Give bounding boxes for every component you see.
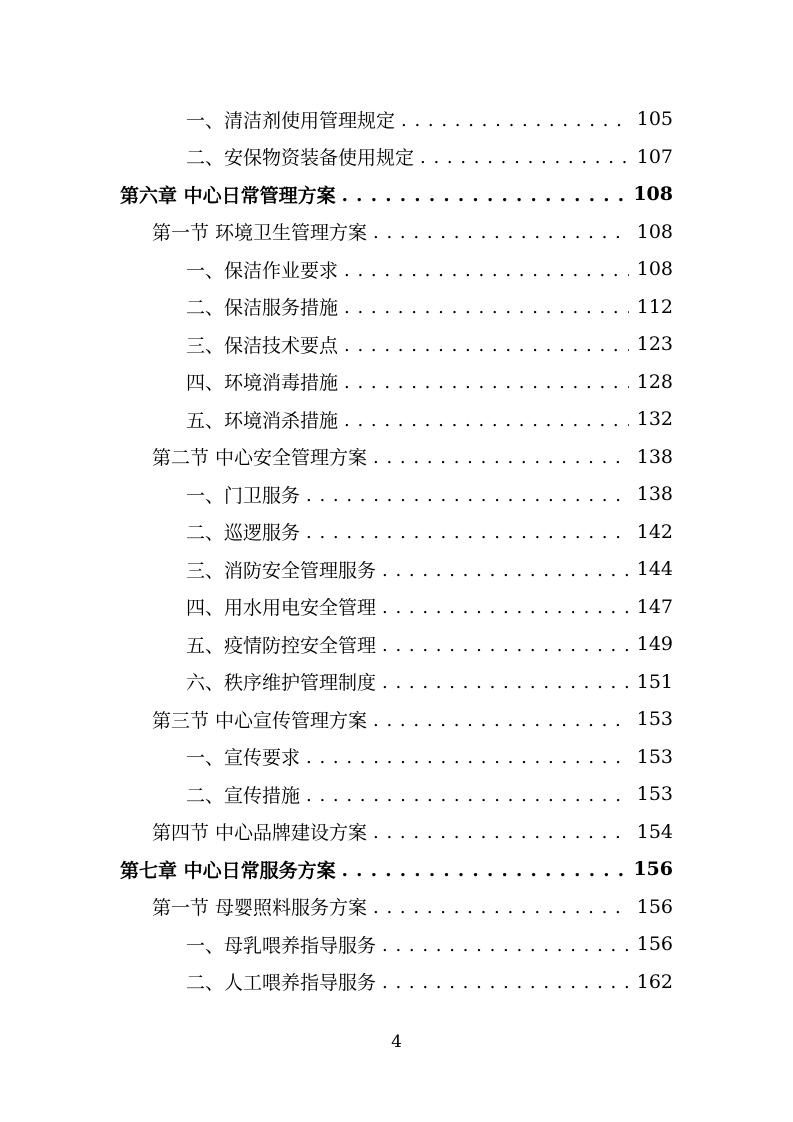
toc-dot-leader: [420, 147, 629, 168]
toc-entry-title: 一、保洁作业要求: [186, 259, 339, 282]
toc-entry-title: 四、用水用电安全管理: [186, 597, 377, 619]
toc-entry-page: 156: [636, 933, 673, 955]
toc-dot-leader: [373, 710, 629, 731]
toc-entry[interactable]: [186, 326, 673, 363]
toc-entry[interactable]: [186, 626, 673, 663]
toc-entry-title: 三、保洁技术要点: [186, 334, 339, 357]
toc-entry[interactable]: [186, 588, 673, 625]
toc-entry[interactable]: [152, 701, 673, 738]
toc-entry[interactable]: [186, 251, 673, 288]
toc-entry-title: 第七章 中心日常服务方案: [120, 859, 336, 882]
toc-entry-page: 108: [636, 220, 673, 243]
toc-entry-page: 156: [633, 858, 673, 880]
toc-entry-title: 三、消防安全管理服务: [186, 559, 377, 582]
toc-entry-title: 五、环境消杀措施: [186, 409, 339, 432]
toc-entry[interactable]: [186, 963, 673, 1000]
toc-dot-leader: [306, 522, 629, 543]
toc-dot-leader: [306, 485, 629, 506]
toc-entry[interactable]: [186, 476, 673, 513]
toc-entry-title: 第一节 环境卫生管理方案: [152, 222, 368, 244]
toc-dot-leader: [342, 860, 626, 881]
toc-entry[interactable]: [186, 401, 673, 438]
toc-entry-page: 153: [636, 708, 673, 730]
toc-entry-page: 153: [636, 745, 673, 768]
toc-dot-leader: [373, 447, 629, 468]
toc-entry-page: 154: [636, 820, 673, 843]
toc-entry-page: 107: [636, 145, 673, 168]
toc-dot-leader: [373, 822, 629, 843]
toc-entry[interactable]: [186, 776, 673, 813]
toc-entry-title: 二、保洁服务措施: [186, 297, 339, 319]
toc-entry[interactable]: [186, 926, 673, 963]
toc-entry[interactable]: [186, 513, 673, 550]
toc-entry[interactable]: [186, 288, 673, 325]
toc-entry-page: 108: [633, 183, 673, 205]
toc-dot-leader: [382, 635, 629, 656]
toc-entry[interactable]: [120, 851, 673, 888]
page-number: 4: [391, 1032, 402, 1052]
toc-entry-title: 二、安保物资装备使用规定: [186, 147, 415, 169]
toc-dot-leader: [401, 110, 629, 131]
toc-entry[interactable]: [186, 138, 673, 175]
toc-entry-page: 108: [636, 258, 673, 280]
toc-dot-leader: [344, 372, 629, 393]
toc-dot-leader: [344, 260, 629, 281]
toc-entry-title: 第四节 中心品牌建设方案: [152, 822, 368, 844]
toc-dot-leader: [342, 185, 626, 206]
toc-entry[interactable]: [120, 176, 673, 213]
toc-entry-title: 二、人工喂养指导服务: [186, 972, 377, 994]
toc-entry-page: 153: [636, 783, 673, 805]
toc-entry[interactable]: [186, 363, 673, 400]
toc-entry-title: 一、门卫服务: [186, 484, 301, 507]
toc-entry-title: 第六章 中心日常管理方案: [120, 184, 336, 207]
toc-entry-page: 138: [636, 445, 673, 468]
toc-entry-title: 四、环境消毒措施: [186, 372, 339, 394]
toc-dot-leader: [306, 785, 629, 806]
toc-entry-title: 一、清洁剂使用管理规定: [186, 109, 396, 132]
toc-entry-page: 162: [636, 970, 673, 993]
toc-entry-title: 五、疫情防控安全管理: [186, 634, 377, 657]
toc-entry-page: 112: [636, 295, 673, 318]
toc-entry[interactable]: [152, 438, 673, 475]
toc-entry-page: 147: [636, 595, 673, 618]
toc-entry-title: 第二节 中心安全管理方案: [152, 447, 368, 469]
toc-entry[interactable]: [152, 813, 673, 850]
toc-entry-title: 一、宣传要求: [186, 747, 301, 769]
toc-dot-leader: [344, 335, 629, 356]
toc-entry[interactable]: [186, 738, 673, 775]
toc-entry[interactable]: [152, 213, 673, 250]
toc-entry-title: 六、秩序维护管理制度: [186, 672, 377, 694]
toc-dot-leader: [373, 222, 629, 243]
toc-dot-leader: [344, 297, 629, 318]
toc-entry-title: 第一节 母婴照料服务方案: [152, 897, 368, 919]
toc-entry-title: 二、巡逻服务: [186, 522, 301, 544]
toc-entry-page: 142: [636, 520, 673, 543]
toc-entry-page: 138: [636, 483, 673, 505]
toc-entry-title: 一、母乳喂养指导服务: [186, 934, 377, 957]
toc-entry[interactable]: [186, 663, 673, 700]
toc-entry[interactable]: [186, 551, 673, 588]
toc-dot-leader: [306, 747, 629, 768]
toc-entry-page: 105: [636, 108, 673, 130]
toc-entry-page: 132: [636, 408, 673, 430]
toc-dot-leader: [344, 410, 629, 431]
toc-dot-leader: [382, 935, 629, 956]
toc-dot-leader: [382, 672, 629, 693]
toc-dot-leader: [382, 560, 629, 581]
toc-entry-page: 123: [636, 333, 673, 355]
toc-dot-leader: [382, 972, 629, 993]
toc-entry-page: 128: [636, 370, 673, 393]
toc-entry-page: 151: [636, 670, 673, 693]
toc-entry-page: 156: [636, 895, 673, 918]
toc-dot-leader: [382, 597, 629, 618]
toc-entry[interactable]: [152, 888, 673, 925]
toc-dot-leader: [373, 897, 629, 918]
toc-entry-page: 144: [636, 558, 673, 580]
toc-entry-page: 149: [636, 633, 673, 655]
toc-entry[interactable]: [186, 101, 673, 138]
toc-entry-title: 二、宣传措施: [186, 784, 301, 807]
toc-entry-title: 第三节 中心宣传管理方案: [152, 709, 368, 732]
